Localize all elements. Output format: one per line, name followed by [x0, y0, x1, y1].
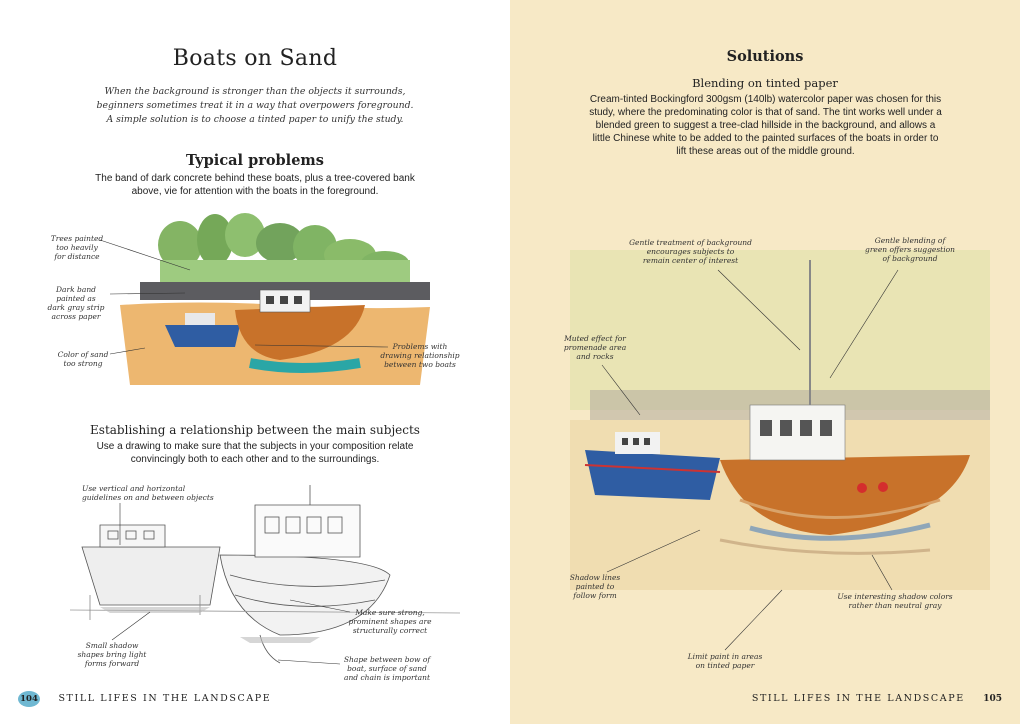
annotation-strong: Make sure strong, prominent shapes are structurally correct: [348, 608, 432, 635]
annotation-shape: Shape between bow of boat, surface of sand and chain is important: [343, 655, 431, 682]
blending-body: Cream-tinted Bockingford 300gsm (140lb) watercolor paper was chosen for this study, where the predominating color is that of sand. The tint works well under a blended green to suggest a tree-clad hillside in the background, and allows a little Chinese white to be added to the painted surfaces of the boats in order to lift these areas out of the middle ground.: [589, 94, 942, 157]
annotation-trees: Trees painted too heavily for distance: [50, 234, 104, 261]
typical-problems-body: The band of dark concrete behind these boats, plus a tree-covered bank above, vie for attention with the boats in the foreground.: [95, 173, 415, 197]
annotation-shadow: Small shadow shapes bring light forms forward: [77, 641, 147, 668]
annotation-guidelines: Use vertical and horizontal guidelines on and between objects: [82, 484, 214, 502]
annotation-gentle-blending: Gentle blending of green offers suggestion of background: [865, 236, 955, 263]
relationship-heading: Establishing a relationship between the main subjects: [90, 423, 420, 437]
annotation-limit-paint: Limit paint in areas on tinted paper: [687, 652, 763, 670]
page-title: Boats on Sand: [172, 46, 338, 71]
annotation-dark-band: Dark band painted as dark gray strip across paper: [47, 285, 105, 321]
typical-problems-heading: Typical problems: [186, 152, 324, 169]
relationship-body: Use a drawing to make sure that the subjects in your composition relate convincingly both to each other and to the surroundings.: [96, 441, 414, 465]
footer-left: [18, 690, 271, 708]
footer-label-left: STILL LIFES IN THE LANDSCAPE: [58, 693, 272, 705]
annotation-gentle-treatment: Gentle treatment of background encourages subjects to remain center of interest: [629, 238, 752, 265]
page-number-104: 104: [18, 691, 40, 707]
annotation-shadow-lines: Shadow lines painted to follow form: [569, 573, 621, 600]
page-number-105: 105: [983, 693, 1002, 704]
blending-subheading: Blending on tinted paper: [692, 76, 838, 90]
annotation-problems: Problems with drawing relationship between two boats: [380, 342, 460, 369]
annotation-lines-right: [510, 0, 1020, 724]
solutions-heading: Solutions: [726, 48, 804, 65]
footer-right: [738, 690, 1002, 708]
intro-text: When the background is stronger than the objects it surrounds, beginners sometimes treat it in a way that overpowers foreground. A simple solution is to choose a tinted paper to unify the study.: [96, 86, 414, 125]
annotation-sand: Color of sand too strong: [57, 350, 109, 368]
footer-label-right: STILL LIFES IN THE LANDSCAPE: [751, 693, 965, 705]
annotation-shadow-colors: Use interesting shadow colors rather than neutral gray: [837, 592, 953, 610]
right-page: [510, 0, 1020, 724]
annotation-muted: Muted effect for promenade area and rocks: [563, 334, 627, 361]
